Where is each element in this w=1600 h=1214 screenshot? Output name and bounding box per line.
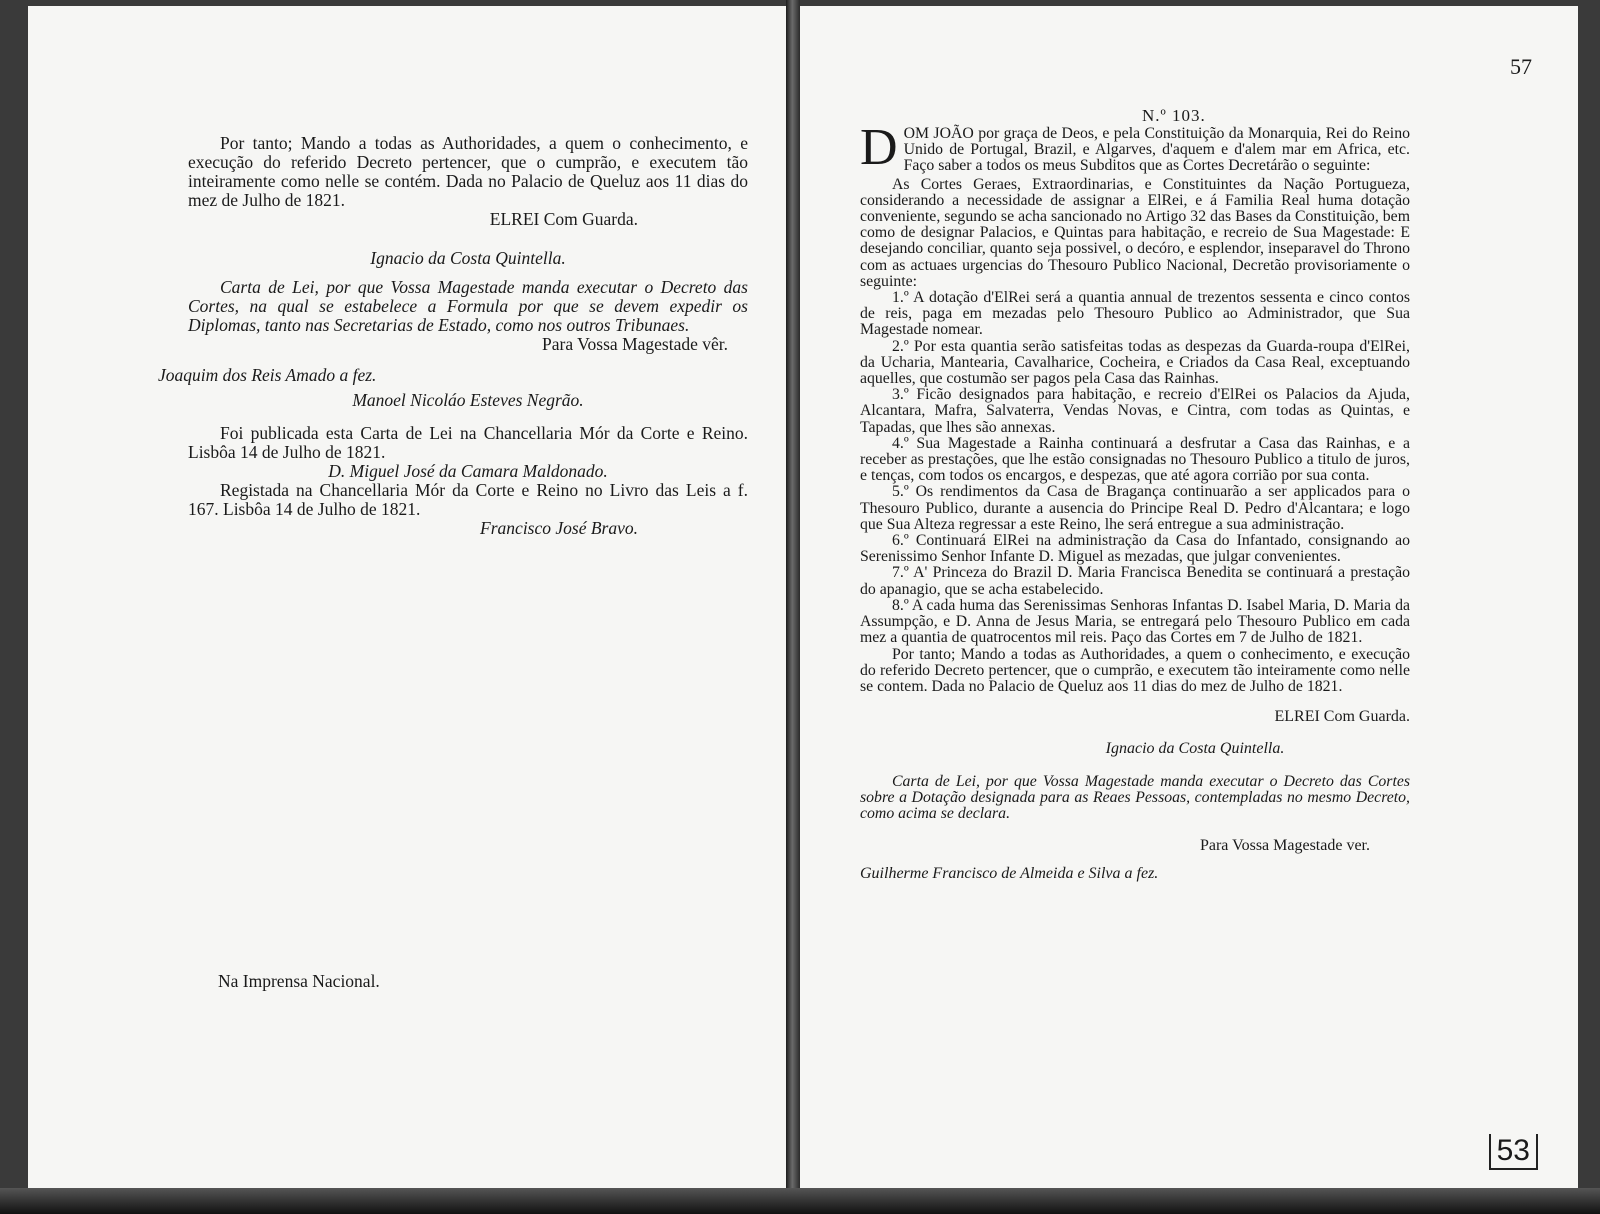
article-2: 2.º Por esta quantia serão satisfeitas todas as despezas da Guarda-roupa d'ElRei, da Ucharia, Mantearia, Cavalharice, Cocheira, e Criados da Casa Real, exceptuando aquelles, que costumão ser pagos pela Casa das Rainhas.	[860, 337, 1410, 388]
drop-cap: D	[860, 119, 898, 176]
left-registered: Registada na Chancellaria Mór da Corte e Reino no Livro das Leis a f. 167. Lisbôa 14 de Julho de 1821.	[188, 480, 748, 519]
left-clerk: Francisco José Bravo.	[480, 518, 638, 538]
left-carta-note: Carta de Lei, por que Vossa Magestade manda executar o Decreto das Cortes, na qual se estabelece a Formula por que se devem expedir os Diplomas, tanto nas Secretarias de Estado, como nos outros Tribunaes.	[188, 277, 748, 335]
right-para-vossa: Para Vossa Magestade ver.	[1199, 837, 1370, 855]
left-para-vossa: Para Vossa Magestade vêr.	[542, 334, 728, 354]
folio-number: 57	[1510, 54, 1532, 79]
decree-preamble: As Cortes Geraes, Extraordinarias, e Constituintes da Nação Portugueza, considerando a necessidade de assignar a ElRei, e á Familia Real huma dotação conveniente, segundo se acha sancionado no Artigo 32 das Bases da Constituição, bem como de designar Palacios, e Quintas para habitação, e recreio de Sua Magestade: E desejando conciliar, quanto seja possivel, o decóro, e esplendor, inseparavel do Throno com as actuaes urgencias do Thesouro Publico Nacional, Decretão provisoriamente o seguinte:	[860, 175, 1410, 290]
right-page-text	[860, 119, 1410, 883]
left-registrar: Manoel Nicoláo Esteves Negrão.	[352, 390, 584, 410]
book-gutter	[786, 0, 800, 1214]
left-signature-minister: Ignacio da Costa Quintella.	[370, 248, 566, 268]
right-signature-minister: Ignacio da Costa Quintella.	[1105, 740, 1285, 758]
left-page-text	[158, 133, 748, 538]
left-published: Foi publicada esta Carta de Lei na Chancellaria Mór da Corte e Reino. Lisbôa 14 de Julho de 1821.	[188, 423, 748, 462]
right-closing-paragraph: Por tanto; Mando a todas as Authoridades, a quem o conhecimento, e execução do referido Decreto pertencer, que o cumprão, e executem tão inteiramente como nelle se contem. Dada no Palacio de Queluz aos 11 dias do mez de Julho de 1821.	[860, 645, 1410, 695]
article-5: 5.º Os rendimentos da Casa de Bragança continuarão a ser applicados para o Thesouro Publico, durante a ausencia do Principe Real D. Pedro d'Alcantara; e logo que Sua Alteza regressar a este Reino, lhe será entregue a sua administração.	[860, 483, 1410, 533]
article-6: 6.º Continuará ElRei na administração da Casa do Infantado, consignando ao Serenissimo Senhor Infante D. Miguel as mezadas, que julgar convenientes.	[860, 532, 1410, 566]
left-chancellor: D. Miguel José da Camara Maldonado.	[328, 461, 608, 481]
article-1: 1.º A dotação d'ElRei será a quantia annual de trezentos sessenta e cinco contos de reis, paga em mezadas pelo Thesouro Publico ao Administrador, que Sua Magestade nomear.	[860, 289, 1410, 339]
left-printer: Na Imprensa Nacional.	[218, 971, 380, 991]
right-author: Guilherme Francisco de Almeida e Silva a fez.	[860, 865, 1159, 883]
right-signature-king: ELREI Com Guarda.	[1274, 708, 1410, 726]
decree-intro: OM JOÃO por graça de Deos, e pela Constituição da Monarquia, Rei do Reino Unido de Portugal, Brazil, e Algarves, d'aquem e d'alem mar em Africa, etc. Faço saber a todos os meus Subditos que as Cortes Decretárão o seguinte:	[903, 125, 1410, 175]
decree-number: N.º 103.	[1142, 106, 1206, 125]
article-4: 4.º Sua Magestade a Rainha continuará a desfrutar a Casa das Rainhas, e a receber as prestações, que lhe estão consignadas no Thesouro Publico a titulo de juros, e tenças, com todos os encargos, e despezas, que até agora corrião por sua conta.	[860, 434, 1410, 485]
article-7: 7.º A' Princeza do Brazil D. Maria Francisca Benedita se continuará a prestação do apanagio, que se acha estabelecido.	[860, 564, 1410, 598]
left-signature-king: ELREI Com Guarda.	[489, 209, 638, 229]
article-8: 8.º A cada huma das Serenissimas Senhoras Infantas D. Isabel Maria, D. Maria da Assumpção, e D. Anna de Jesus Maria, se entregará pelo Thesouro Publico em cada mez a quantia de quatrocentos mil reis. Paço das Cortes em 7 de Julho de 1821.	[860, 596, 1410, 647]
left-page	[28, 6, 786, 1206]
scan-bottom-edge	[0, 1188, 1600, 1214]
right-page	[800, 6, 1578, 1206]
right-carta-note: Carta de Lei, por que Vossa Magestade manda executar o Decreto das Cortes sobre a Dotação designada para as Reaes Pessoas, contempladas no mesmo Decreto, como acima se declara.	[860, 772, 1410, 822]
archive-stamp: 53	[1489, 1134, 1538, 1170]
left-closing-paragraph: Por tanto; Mando a todas as Authoridades, a quem o conhecimento, e execução do referido Decreto pertencer, que o cumprão, e executem tão inteiramente como nelle se contém. Dada no Palacio de Queluz aos 11 dias do mez de Julho de 1821.	[188, 133, 748, 210]
article-3: 3.º Ficão designados para habitação, e recreio d'ElRei os Palacios da Ajuda, Alcantara, Mafra, Salvaterra, Vendas Novas, e Cintra, com todas as Quintas, e Tapadas, que lhes são annexas.	[860, 386, 1410, 436]
left-author: Joaquim dos Reis Amado a fez.	[158, 365, 377, 385]
